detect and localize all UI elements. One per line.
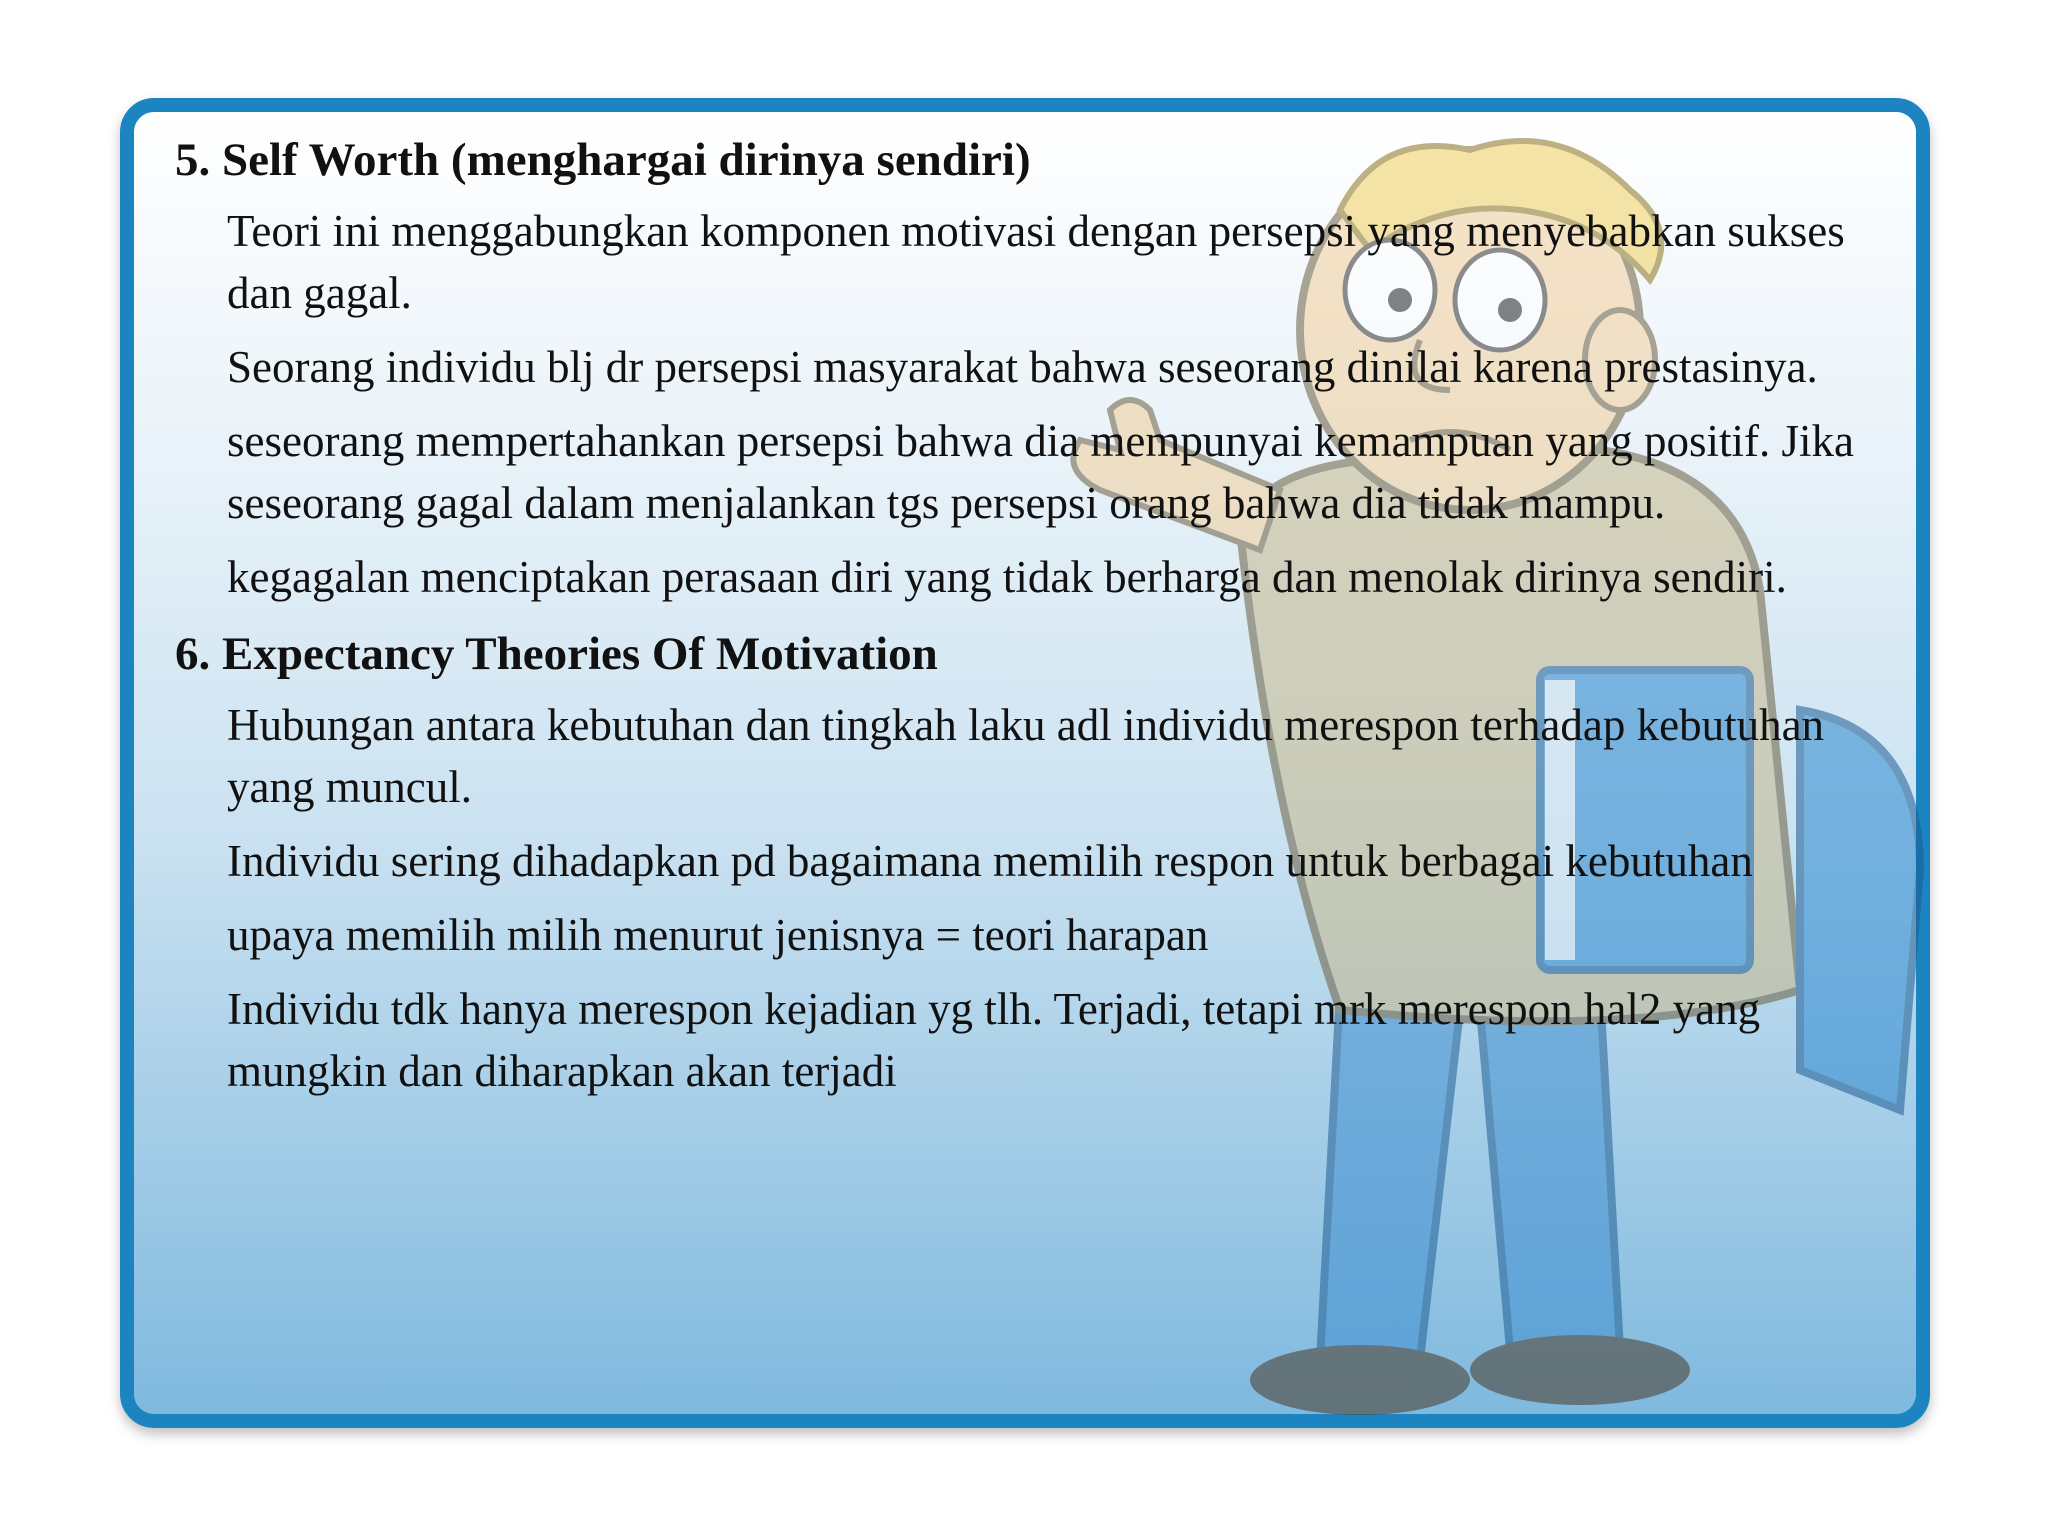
- section-heading: 6. Expectancy Theories Of Motivation: [175, 628, 938, 680]
- section-self-worth: [175, 130, 1875, 608]
- paragraph: Hubungan antara kebutuhan dan tingkah laku adl individu merespon terhadap kebutuhan yang muncul.: [227, 700, 1825, 812]
- section-heading: 5. Self Worth (menghargai dirinya sendiri): [175, 134, 1031, 186]
- slide-content: [175, 130, 1875, 1114]
- paragraph: Individu tdk hanya merespon kejadian yg tlh. Terjadi, tetapi mrk merespon hal2 yang mungkin dan diharapkan akan terjadi: [227, 984, 1761, 1096]
- paragraph: Seorang individu blj dr persepsi masyarakat bahwa seseorang dinilai karena prestasinya.: [227, 342, 1818, 392]
- paragraph: upaya memilih milih menurut jenisnya = teori harapan: [227, 910, 1209, 960]
- paragraph: Individu sering dihadapkan pd bagaimana memilih respon untuk berbagai kebutuhan: [227, 836, 1753, 886]
- paragraph: kegagalan menciptakan perasaan diri yang tidak berharga dan menolak dirinya sendiri.: [227, 552, 1787, 602]
- section-expectancy: [175, 624, 1875, 1102]
- paragraph: seseorang mempertahankan persepsi bahwa dia mempunyai kemampuan yang positif. Jika seseorang gagal dalam menjalankan tgs persepsi orang bahwa dia tidak mampu.: [227, 416, 1855, 528]
- paragraph: Teori ini menggabungkan komponen motivasi dengan persepsi yang menyebabkan sukses dan gagal.: [227, 206, 1845, 318]
